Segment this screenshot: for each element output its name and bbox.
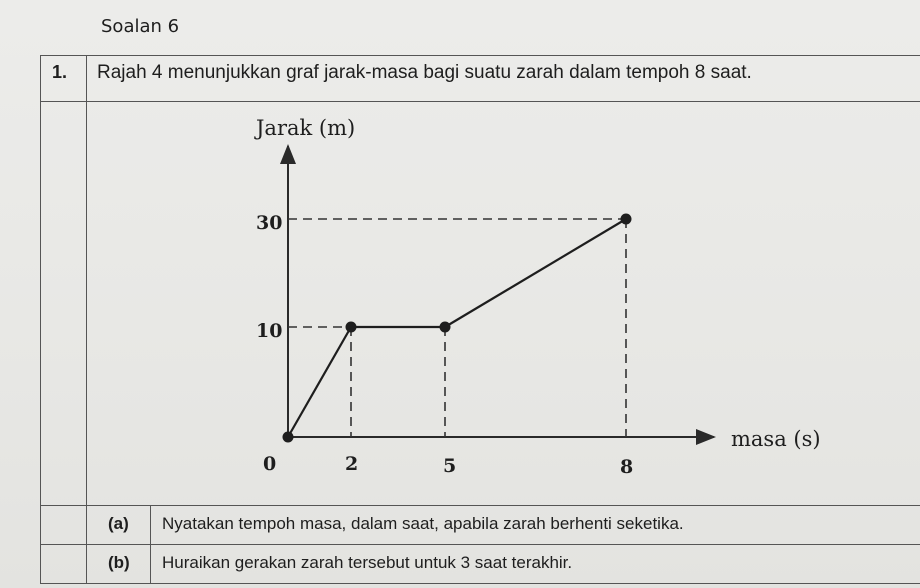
data-point (621, 214, 632, 225)
question-number: 1. (52, 62, 68, 82)
x-tick-label: 0 (263, 453, 277, 475)
y-tick-label: 10 (256, 320, 283, 342)
y-axis-label: Jarak (m) (256, 116, 356, 140)
question-text: Rajah 4 menunjukkan graf jarak-masa bagi suatu zarah dalam tempoh 8 saat. (97, 62, 752, 83)
x-tick-label: 2 (345, 453, 359, 475)
x-tick-label: 5 (443, 455, 457, 477)
data-point (440, 322, 451, 333)
graph-segment (445, 219, 626, 327)
data-point (346, 322, 357, 333)
graph-segment (288, 327, 351, 437)
section-title: Soalan 6 (101, 16, 180, 37)
part-b-text: Huraikan gerakan zarah tersebut untuk 3 saat terakhir. (162, 553, 573, 572)
part-b-label: (b) (108, 553, 130, 572)
part-a-label: (a) (108, 514, 129, 533)
data-point (283, 432, 294, 443)
x-axis-label: masa (s) (731, 427, 821, 451)
part-a-text: Nyatakan tempoh masa, dalam saat, apabila zarah berhenti seketika. (162, 514, 684, 533)
y-tick-label: 30 (256, 212, 283, 234)
x-tick-label: 8 (620, 456, 634, 478)
